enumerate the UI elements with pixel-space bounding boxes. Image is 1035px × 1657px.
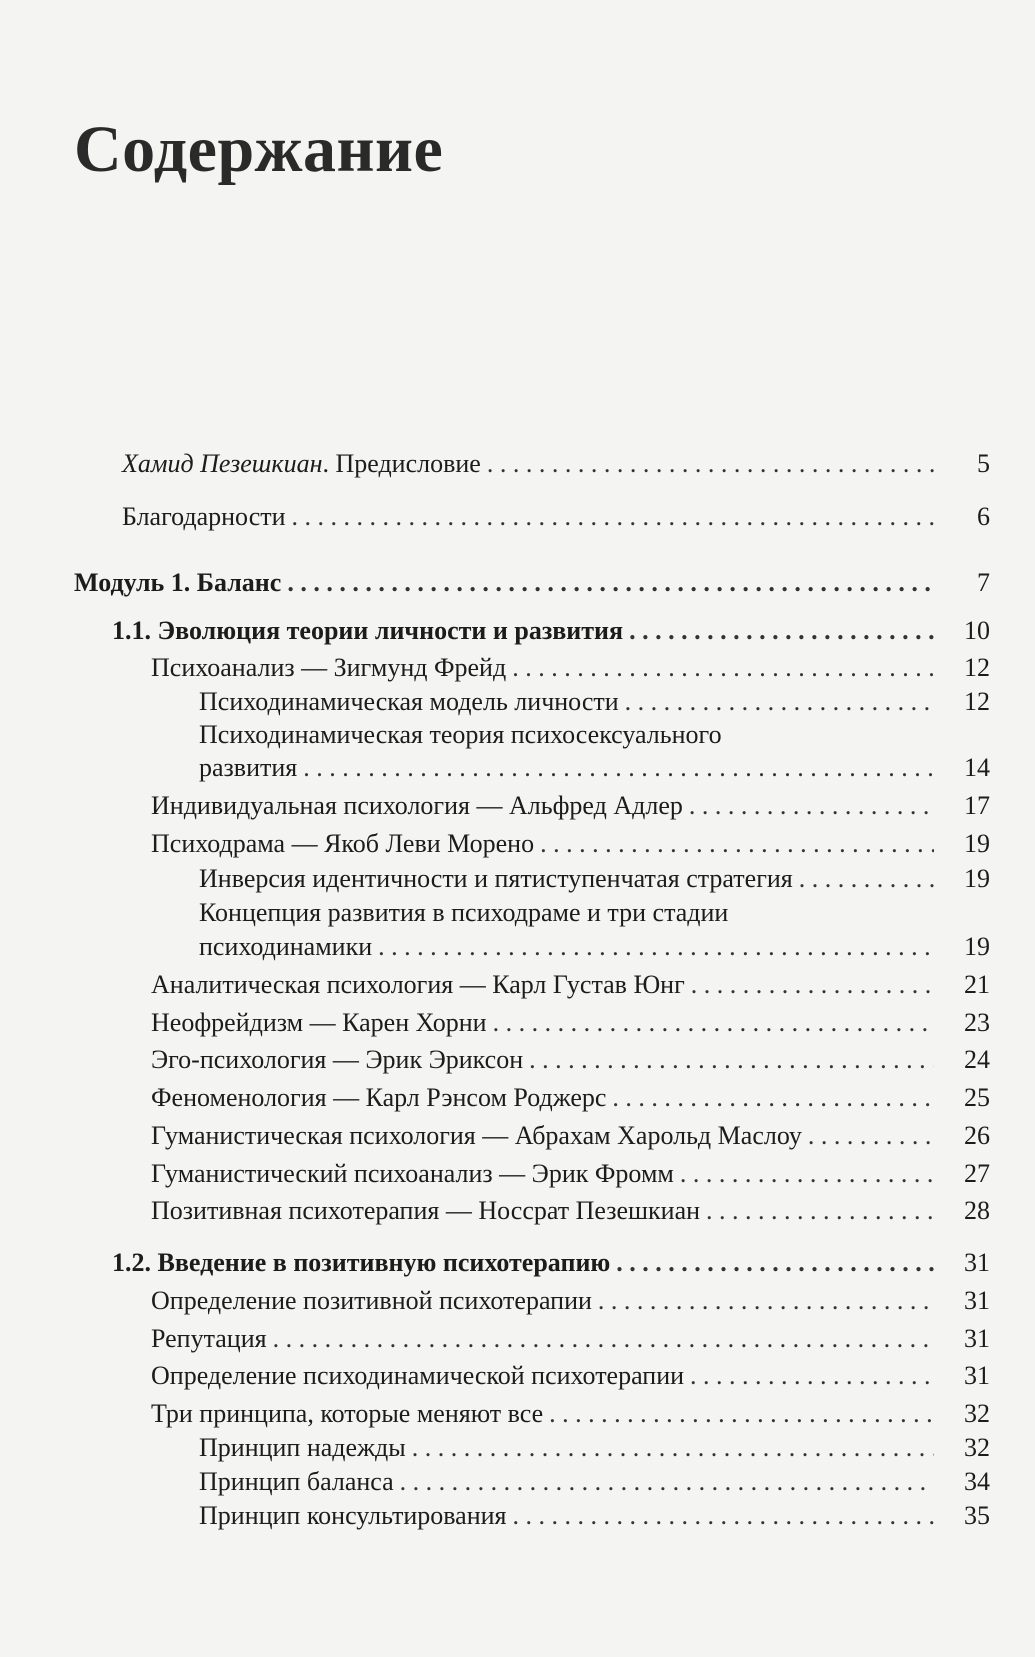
toc-leader xyxy=(292,500,934,534)
toc-entry[interactable] xyxy=(199,1431,990,1465)
toc-entry[interactable] xyxy=(151,968,990,1002)
toc-entry[interactable] xyxy=(199,1499,990,1533)
toc-entry-text: Благодарности xyxy=(122,502,286,531)
toc-entry-text: . Предисловие xyxy=(322,449,481,478)
toc-page-number: 35 xyxy=(964,1501,990,1530)
toc-page-number: 21 xyxy=(964,970,990,999)
toc-page-number: 12 xyxy=(964,653,990,682)
toc-entry-text: Аналитическая психология — Карл Густав Юнг xyxy=(151,970,685,999)
toc-page-number: 10 xyxy=(964,616,990,645)
toc-leader xyxy=(412,1431,934,1465)
toc-leader xyxy=(616,1246,934,1280)
toc-leader xyxy=(625,685,934,719)
toc-page-number: 19 xyxy=(964,864,990,893)
toc-entry-author: Хамид Пезешкиан xyxy=(122,449,323,478)
toc-entry-text: Принцип баланса xyxy=(199,1467,394,1496)
toc-entry-line: Концепция развития в психодраме и три стадии xyxy=(199,898,729,927)
toc-entry-preface[interactable] xyxy=(122,447,990,481)
toc-page-number: 23 xyxy=(964,1008,990,1037)
toc-entry-text: Три принципа, которые меняют все xyxy=(151,1399,544,1428)
toc-leader xyxy=(400,1465,934,1499)
toc-leader xyxy=(549,1397,934,1431)
toc-leader xyxy=(808,1119,934,1153)
toc-entry[interactable] xyxy=(151,827,990,861)
toc-entry-text: Психодрама — Якоб Леви Морено xyxy=(151,829,535,858)
toc-entry[interactable] xyxy=(151,1119,990,1153)
toc-entry[interactable] xyxy=(151,1006,990,1040)
toc-entry[interactable] xyxy=(151,1397,990,1431)
toc-entry[interactable] xyxy=(151,789,990,823)
toc-entry-line: Психодинамическая теория психосексуального xyxy=(199,720,722,749)
toc-page-number: 32 xyxy=(964,1399,990,1428)
toc-leader xyxy=(540,827,934,861)
toc-entry[interactable] xyxy=(151,651,990,685)
toc-leader xyxy=(689,789,934,823)
toc-entry[interactable] xyxy=(151,1284,990,1318)
toc-leader xyxy=(799,862,934,896)
toc-leader xyxy=(487,447,934,481)
toc-entry-text: Феноменология — Карл Рэнсом Роджерс xyxy=(151,1083,607,1112)
toc-entry-text: Психодинамическая модель личности xyxy=(199,687,619,716)
toc-entry-text: Определение психодинамической психотерапии xyxy=(151,1361,685,1390)
toc-leader xyxy=(529,1043,934,1077)
toc-page-number: 28 xyxy=(964,1196,990,1225)
toc-entry-text: Эго-психология — Эрик Эриксон xyxy=(151,1045,524,1074)
toc-leader xyxy=(512,651,934,685)
toc-entry-text: 1.2. Введение в позитивную психотерапию xyxy=(112,1248,611,1277)
toc-entry-section[interactable] xyxy=(112,1246,990,1280)
toc-page-number: 19 xyxy=(964,829,990,858)
toc-leader xyxy=(273,1322,934,1356)
toc-entry[interactable] xyxy=(151,1081,990,1115)
toc-page-number: 14 xyxy=(964,753,990,782)
toc-entry-text: развития xyxy=(199,753,298,782)
toc-entry-text: Принцип надежды xyxy=(199,1433,406,1462)
toc-entry[interactable] xyxy=(199,930,990,964)
toc-entry-text: психодинамики xyxy=(199,932,373,961)
toc-leader xyxy=(598,1284,934,1318)
toc-entry-text: Гуманистический психоанализ — Эрик Фромм xyxy=(151,1159,674,1188)
toc-leader xyxy=(513,1499,934,1533)
toc-entry[interactable] xyxy=(199,862,990,896)
toc-entry[interactable] xyxy=(199,685,990,719)
toc-page-number: 7 xyxy=(977,568,990,597)
toc-entry[interactable] xyxy=(151,1194,990,1228)
toc-entry-text: Модуль 1. Баланс xyxy=(74,568,282,597)
toc-entry-text: Репутация xyxy=(151,1324,267,1353)
toc-entry[interactable] xyxy=(151,1043,990,1077)
toc-entry-text: Неофрейдизм — Карен Хорни xyxy=(151,1008,487,1037)
toc-page-number: 24 xyxy=(964,1045,990,1074)
toc-entry[interactable] xyxy=(151,1359,990,1393)
toc-leader xyxy=(706,1194,934,1228)
toc-entry[interactable] xyxy=(199,751,990,785)
toc-leader xyxy=(287,566,934,600)
toc-page-number: 5 xyxy=(977,449,990,478)
toc-page-number: 19 xyxy=(964,932,990,961)
toc-page-number: 31 xyxy=(964,1361,990,1390)
toc-entry[interactable] xyxy=(122,500,990,534)
toc-page-number: 27 xyxy=(964,1159,990,1188)
toc-page-number: 17 xyxy=(964,791,990,820)
toc-entry-module[interactable] xyxy=(74,566,990,600)
toc-leader xyxy=(612,1081,934,1115)
toc-leader xyxy=(691,968,934,1002)
toc-page-number: 12 xyxy=(964,687,990,716)
toc-page-number: 34 xyxy=(964,1467,990,1496)
toc-page-number: 32 xyxy=(964,1433,990,1462)
toc-entry-text: Индивидуальная психология — Альфред Адлер xyxy=(151,791,683,820)
toc-entry-text: Инверсия идентичности и пятиступенчатая стратегия xyxy=(199,864,793,893)
toc-entry-text: Гуманистическая психология — Абрахам Харольд Маслоу xyxy=(151,1121,802,1150)
toc-entry-text: 1.1. Эволюция теории личности и развития xyxy=(112,616,624,645)
toc-leader xyxy=(690,1359,934,1393)
toc-leader xyxy=(680,1157,934,1191)
toc-leader xyxy=(378,930,934,964)
toc-entry[interactable] xyxy=(151,1157,990,1191)
toc-page-number: 25 xyxy=(964,1083,990,1112)
toc-entry[interactable] xyxy=(199,1465,990,1499)
toc-entry-text: Позитивная психотерапия — Носсрат Пезешкиан xyxy=(151,1196,701,1225)
toc-leader xyxy=(629,614,934,648)
toc-page-number: 26 xyxy=(964,1121,990,1150)
page-title: Содержание xyxy=(74,113,444,186)
toc-page-number: 6 xyxy=(977,502,990,531)
toc-page-number: 31 xyxy=(964,1248,990,1277)
toc-entry-text: Психоанализ — Зигмунд Фрейд xyxy=(151,653,507,682)
toc-leader xyxy=(493,1006,934,1040)
toc-page-number: 31 xyxy=(964,1286,990,1315)
toc-entry-text: Определение позитивной психотерапии xyxy=(151,1286,592,1315)
toc-entry-text: Принцип консультирования xyxy=(199,1501,507,1530)
toc-page-number: 31 xyxy=(964,1324,990,1353)
toc-leader xyxy=(303,751,934,785)
toc-entry[interactable] xyxy=(151,1322,990,1356)
toc-entry-section[interactable] xyxy=(112,614,990,648)
